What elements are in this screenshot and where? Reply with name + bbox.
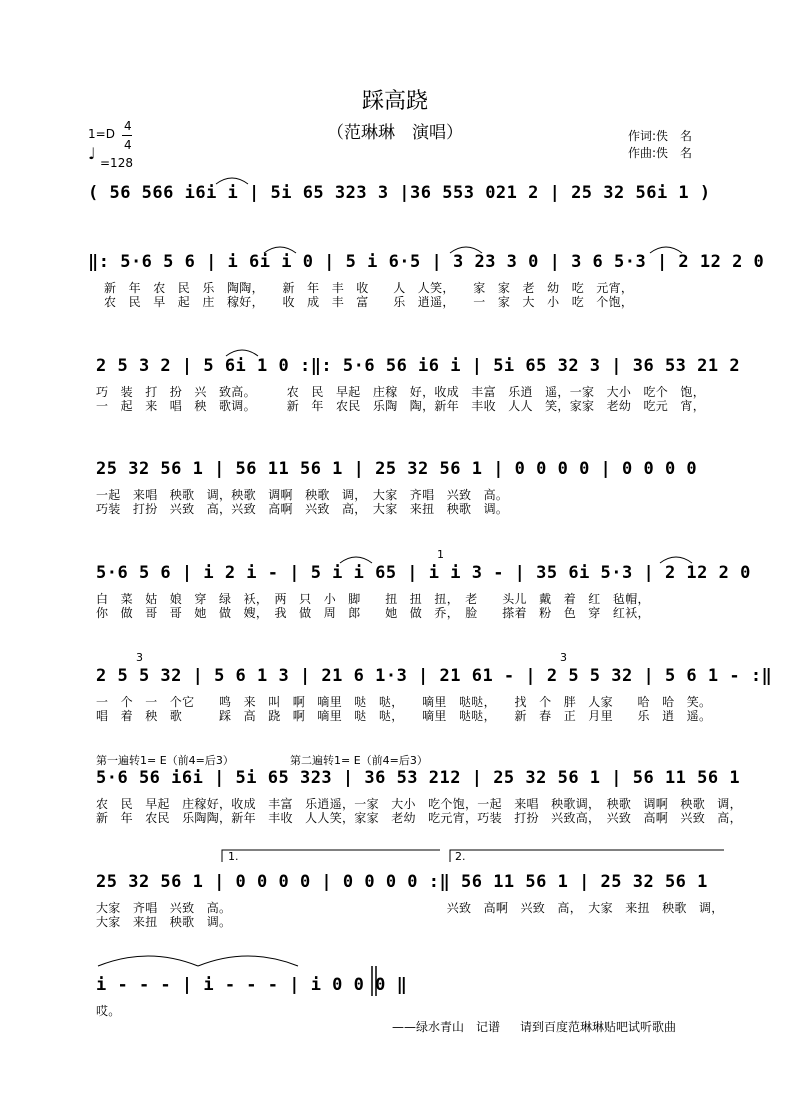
second-ending-bracket <box>450 850 724 862</box>
grace-note-mark: 1 <box>437 548 444 561</box>
slur <box>660 557 692 563</box>
lyric-line-6b: 唱 着 秧 歌 踩 高 跷 啊 嘀里 哒 哒， 嘀里 哒哒， 新 春 正 月里 乐 逍 遥。 <box>96 709 712 723</box>
first-ending-bracket <box>222 850 440 862</box>
slur <box>650 247 682 253</box>
notation-line-2: ‖: 5·6 5 6 | i 6i i 0 | 5 i 6·5 | 3 23 3 0 | 3 6 5·3 | 2 12 2 0 <box>88 252 765 272</box>
lyric-line-5a: 白 菜 姑 娘 穿 绿 袄， 两 只 小 脚 扭 扭 扭， 老 头儿 戴 着 红 毡帽， <box>96 592 650 606</box>
notation-line-8: 25 32 56 1 | 0 0 0 0 | 0 0 0 0 :‖ 56 11 56 1 | 25 32 56 1 <box>96 872 708 892</box>
lyric-line-2a: 新 年 农 民 乐 陶陶， 新 年 丰 收 人 人笑， 家 家 老 幼 吃 元宵， <box>104 281 634 295</box>
lyric-line-8b: 大家 来扭 秧歌 调。 <box>96 915 232 929</box>
lyric-line-2b: 农 民 早 起 庄 稼好， 收 成 丰 富 乐 逍遥， 一 家 大 小 吃 个饱， <box>104 295 634 309</box>
second-ending-label: 2. <box>455 850 466 863</box>
final-barline <box>372 966 376 996</box>
lyric-line-4a: 一起 来唱 秧歌 调，秧歌 调啊 秧歌 调， 大家 齐唱 兴致 高。 <box>96 488 509 502</box>
triplet-mark-2: 3 <box>560 651 567 664</box>
slur <box>98 956 198 966</box>
key-signature: 1=D <box>88 127 115 141</box>
lyric-line-4b: 巧装 打扮 兴致 高，兴致 高啊 兴致 高， 大家 来扭 秧歌 调。 <box>96 502 509 516</box>
slur <box>216 178 248 184</box>
lyric-line-9: 哎。 <box>96 1004 121 1018</box>
notation-line-3: 2 5 3 2 | 5 6i 1 0 :‖: 5·6 56 i6 i | 5i 65 32 3 | 36 53 21 2 <box>96 356 741 376</box>
modulation-second-pass: 第二遍转1= E（前4=后3） <box>290 754 428 767</box>
lyric-line-8a: 大家 齐唱 兴致 高。 兴致 高啊 兴致 高， 大家 来扭 秧歌 调， <box>96 901 724 915</box>
quarter-note-icon: ♩ <box>88 144 96 163</box>
transcriber-credit: ——绿水青山 记谱 <box>392 1020 501 1034</box>
slur <box>198 956 298 966</box>
tempo-marking: =128 <box>100 156 133 170</box>
notation-line-5: 5·6 5 6 | i 2 i - | 5 i i 65 | i i 3 - | 35 6i 5·3 | 2 12 2 0 <box>96 563 751 583</box>
time-signature-bottom: 4 <box>124 138 132 152</box>
slur <box>450 247 482 253</box>
lyric-line-5b: 你 做 哥 哥 她 做 嫂， 我 做 周 郎 她 做 乔， 脸 搽着 粉 色 穿 红袄， <box>96 606 650 620</box>
slur <box>226 350 258 356</box>
slur <box>264 247 296 253</box>
notation-line-6: 2 5 5 32 | 5 6 1 3 | 21 6 1·3 | 21 61 - | 2 5 5 32 | 5 6 1 - :‖ <box>96 666 773 686</box>
slur <box>340 557 372 563</box>
notation-line-7: 5·6 56 i6i | 5i 65 323 | 36 53 212 | 25 32 56 1 | 56 11 56 1 <box>96 768 741 788</box>
song-title: 踩高跷 <box>361 89 428 114</box>
triplet-mark: 3 <box>136 651 143 664</box>
lyricist-credit: 作词:佚 名 <box>628 129 693 143</box>
time-signature-top: 4 <box>124 119 132 133</box>
lyric-line-6a: 一 个 一 个它 鸣 来 叫 啊 嘀里 哒 哒， 嘀里 哒哒， 找 个 胖 人家 哈 哈 笑。 <box>96 695 712 709</box>
notation-line-1: ( 56 566 i6i i | 5i 65 323 3 |36 553 021 2 | 25 32 56i 1 ) <box>88 183 711 203</box>
lyric-line-3a: 巧 装 打 扮 兴 致高。 农 民 早起 庄稼 好，收成 丰富 乐逍 遥，一家 大小 吃个 饱， <box>96 385 706 399</box>
listen-note: 请到百度范琳琳贴吧试听歌曲 <box>520 1020 677 1034</box>
lyric-line-3b: 一 起 来 唱 秧 歌调。 新 年 农民 乐陶 陶，新年 丰收 人人 笑，家家 老幼 吃元 宵， <box>96 399 706 413</box>
lyric-line-7b: 新 年 农民 乐陶陶，新年 丰收 人人笑，家家 老幼 吃元宵，巧装 打扮 兴致高， 兴致 高啊 兴致 高， <box>96 811 742 825</box>
notation-line-9: i - - - | i - - - | i 0 0 0 ‖ <box>96 975 408 995</box>
composer-credit: 作曲:佚 名 <box>628 146 693 160</box>
modulation-first-pass: 第一遍转1= E（前4=后3） <box>96 754 234 767</box>
lyric-line-7a: 农 民 早起 庄稼好，收成 丰富 乐逍遥，一家 大小 吃个饱，一起 来唱 秧歌调， 秧歌 调啊 秧歌 调， <box>96 797 742 811</box>
performer-subtitle: （范琳琳 演唱） <box>327 123 463 143</box>
notation-line-4: 25 32 56 1 | 56 11 56 1 | 25 32 56 1 | 0 0 0 0 | 0 0 0 0 <box>96 459 698 479</box>
first-ending-label: 1. <box>228 850 239 863</box>
